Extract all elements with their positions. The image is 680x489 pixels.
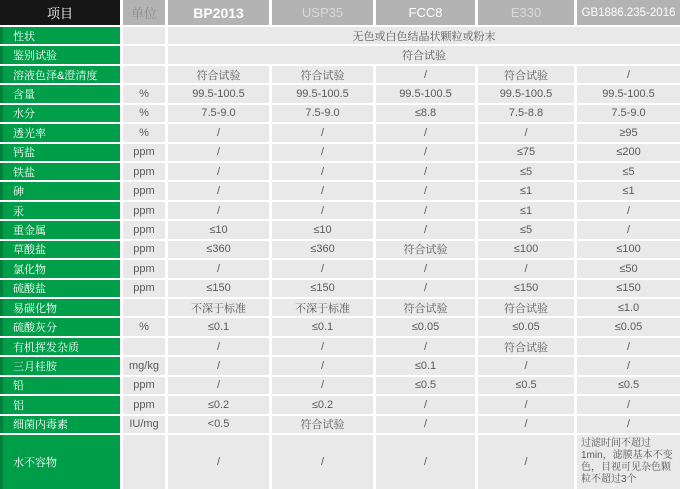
value-cell: / <box>168 377 269 394</box>
unit-value: ppm <box>123 396 165 413</box>
unit-value: mg/kg <box>123 357 165 374</box>
value-cell: / <box>577 416 680 433</box>
value-cell: ≤1 <box>478 182 574 199</box>
row-label: 水分 <box>0 105 120 122</box>
value-cell: ≤100 <box>577 241 680 258</box>
row-label: 易碳化物 <box>0 299 120 316</box>
unit-value: ppm <box>123 260 165 277</box>
value-cell: / <box>168 202 269 219</box>
value-cell: / <box>376 396 475 413</box>
value-cell: 99.5-100.5 <box>478 85 574 102</box>
value-cell: / <box>272 163 373 180</box>
value-cell: 7.5-9.0 <box>577 105 680 122</box>
unit-value: % <box>123 124 165 141</box>
value-cell: / <box>478 435 574 489</box>
unit-value: ppm <box>123 241 165 258</box>
value-cell: 符合试验 <box>272 416 373 433</box>
value-cell: 符合试验 <box>168 66 269 83</box>
unit-value <box>123 66 165 83</box>
value-cell: 符合试验 <box>478 338 574 355</box>
value-cell: ≤0.5 <box>376 377 475 394</box>
value-cell: ≤150 <box>168 280 269 297</box>
unit-value <box>123 299 165 316</box>
merged-value: 符合试验 <box>168 46 680 63</box>
row-label: 细菌内毒素 <box>0 416 120 433</box>
unit-value <box>123 46 165 63</box>
value-cell: / <box>168 357 269 374</box>
value-cell: / <box>272 144 373 161</box>
value-cell: / <box>168 163 269 180</box>
value-cell: 符合试验 <box>478 66 574 83</box>
value-cell: ≤150 <box>272 280 373 297</box>
value-cell: 符合试验 <box>478 299 574 316</box>
value-cell: / <box>376 182 475 199</box>
value-cell: 99.5-100.5 <box>272 85 373 102</box>
value-cell: / <box>168 338 269 355</box>
value-cell: ≤100 <box>478 241 574 258</box>
value-cell: / <box>272 377 373 394</box>
value-cell: / <box>272 182 373 199</box>
row-label: 钙盐 <box>0 144 120 161</box>
row-label: 铅 <box>0 377 120 394</box>
value-cell: / <box>376 66 475 83</box>
value-cell: ≤10 <box>272 221 373 238</box>
value-cell: 99.5-100.5 <box>577 85 680 102</box>
value-cell: / <box>478 416 574 433</box>
value-cell: / <box>376 280 475 297</box>
value-cell: / <box>376 202 475 219</box>
value-cell: ≤360 <box>272 241 373 258</box>
header-standard-bp2013: BP2013 <box>168 0 269 25</box>
header-standard-gb1886: GB1886.235-2016 <box>577 0 680 25</box>
value-cell: / <box>577 338 680 355</box>
row-label: 水不容物 <box>0 435 120 489</box>
unit-value <box>123 435 165 489</box>
unit-value <box>123 27 165 44</box>
value-cell: ≤1.0 <box>577 299 680 316</box>
unit-value: ppm <box>123 163 165 180</box>
value-cell: / <box>376 435 475 489</box>
value-cell: / <box>376 416 475 433</box>
unit-value: IU/mg <box>123 416 165 433</box>
value-cell: / <box>577 202 680 219</box>
value-cell: ≥95 <box>577 124 680 141</box>
value-cell: / <box>376 260 475 277</box>
value-cell: / <box>376 144 475 161</box>
value-cell: 99.5-100.5 <box>376 85 475 102</box>
row-label: 硫酸盐 <box>0 280 120 297</box>
value-cell: ≤1 <box>478 202 574 219</box>
row-label: 砷 <box>0 182 120 199</box>
row-label: 氯化物 <box>0 260 120 277</box>
value-cell: 99.5-100.5 <box>168 85 269 102</box>
merged-value: 无色或白色结晶状颗粒或粉末 <box>168 27 680 44</box>
row-label: 汞 <box>0 202 120 219</box>
unit-value: ppm <box>123 280 165 297</box>
row-label: 鉴别试验 <box>0 46 120 63</box>
header-standard-e330: E330 <box>478 0 574 25</box>
value-cell: / <box>272 435 373 489</box>
value-cell: 符合试验 <box>376 299 475 316</box>
unit-value: ppm <box>123 182 165 199</box>
note-value: 过滤时间不超过1min，滤膜基本不变色，目视可见杂色颗粒不超过3个 <box>577 435 680 489</box>
value-cell: ≤150 <box>577 280 680 297</box>
row-label: 铝 <box>0 396 120 413</box>
value-cell: / <box>272 260 373 277</box>
header-unit: 单位 <box>123 0 165 25</box>
value-cell: / <box>272 124 373 141</box>
value-cell: / <box>272 338 373 355</box>
value-cell: / <box>376 163 475 180</box>
value-cell: ≤0.1 <box>272 318 373 335</box>
unit-value: % <box>123 105 165 122</box>
value-cell: 7.5-9.0 <box>272 105 373 122</box>
row-label: 铁盐 <box>0 163 120 180</box>
value-cell: / <box>478 124 574 141</box>
unit-value: ppm <box>123 221 165 238</box>
value-cell: ≤0.2 <box>272 396 373 413</box>
value-cell: / <box>168 124 269 141</box>
value-cell: ≤1 <box>577 182 680 199</box>
value-cell: ≤0.05 <box>577 318 680 335</box>
value-cell: / <box>478 260 574 277</box>
unit-value <box>123 338 165 355</box>
row-label: 溶液色泽&澄清度 <box>0 66 120 83</box>
value-cell: / <box>168 144 269 161</box>
value-cell: ≤50 <box>577 260 680 277</box>
value-cell: / <box>168 182 269 199</box>
unit-value: % <box>123 85 165 102</box>
value-cell: ≤0.5 <box>478 377 574 394</box>
row-label: 透光率 <box>0 124 120 141</box>
value-cell: 7.5-9.0 <box>168 105 269 122</box>
value-cell: ≤0.5 <box>577 377 680 394</box>
row-label: 含量 <box>0 85 120 102</box>
value-cell: ≤200 <box>577 144 680 161</box>
value-cell: ≤75 <box>478 144 574 161</box>
value-cell: / <box>376 124 475 141</box>
value-cell: / <box>272 357 373 374</box>
value-cell: / <box>478 357 574 374</box>
value-cell: / <box>577 357 680 374</box>
unit-value: ppm <box>123 144 165 161</box>
value-cell: / <box>168 435 269 489</box>
header-item: 项目 <box>0 0 120 25</box>
value-cell: ≤0.1 <box>376 357 475 374</box>
value-cell: ≤8.8 <box>376 105 475 122</box>
value-cell: 不深于标准 <box>168 299 269 316</box>
value-cell: / <box>272 202 373 219</box>
row-label: 草酸盐 <box>0 241 120 258</box>
value-cell: ≤10 <box>168 221 269 238</box>
row-label: 重金属 <box>0 221 120 238</box>
value-cell: 7.5-8.8 <box>478 105 574 122</box>
value-cell: ≤150 <box>478 280 574 297</box>
row-label: 硫酸灰分 <box>0 318 120 335</box>
value-cell: ≤0.2 <box>168 396 269 413</box>
unit-value: % <box>123 318 165 335</box>
value-cell: <0.5 <box>168 416 269 433</box>
row-label: 有机挥发杂质 <box>0 338 120 355</box>
row-label: 性状 <box>0 27 120 44</box>
value-cell: 符合试验 <box>272 66 373 83</box>
value-cell: ≤360 <box>168 241 269 258</box>
value-cell: ≤0.05 <box>376 318 475 335</box>
unit-value: ppm <box>123 202 165 219</box>
value-cell: / <box>478 396 574 413</box>
value-cell: 符合试验 <box>376 241 475 258</box>
header-standard-usp35: USP35 <box>272 0 373 25</box>
row-label: 三月桂胺 <box>0 357 120 374</box>
value-cell: ≤0.05 <box>478 318 574 335</box>
header-standard-fcc8: FCC8 <box>376 0 475 25</box>
unit-value: ppm <box>123 377 165 394</box>
value-cell: ≤0.1 <box>168 318 269 335</box>
value-cell: / <box>577 66 680 83</box>
value-cell: ≤5 <box>577 163 680 180</box>
value-cell: 不深于标准 <box>272 299 373 316</box>
value-cell: ≤5 <box>478 221 574 238</box>
value-cell: / <box>376 338 475 355</box>
value-cell: / <box>168 260 269 277</box>
value-cell: / <box>376 221 475 238</box>
value-cell: / <box>577 221 680 238</box>
value-cell: ≤5 <box>478 163 574 180</box>
value-cell: / <box>577 396 680 413</box>
